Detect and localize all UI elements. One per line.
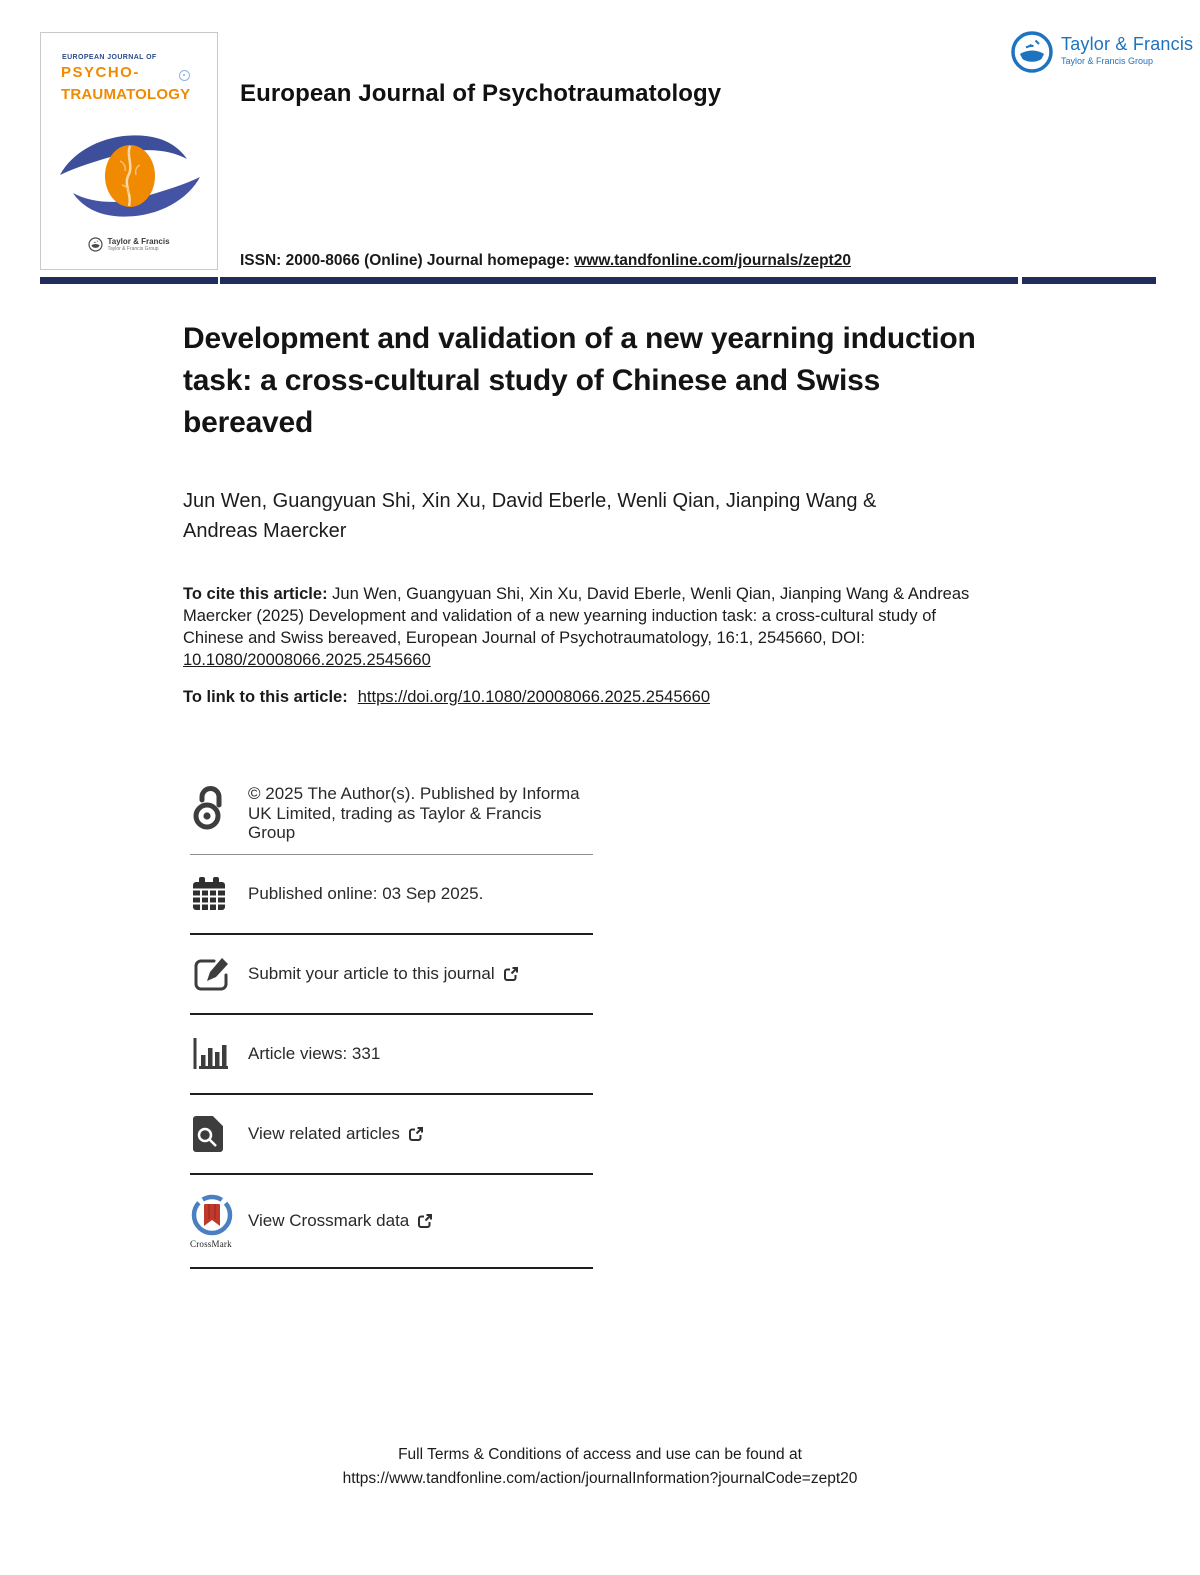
open-access-row bbox=[190, 766, 593, 854]
meta-divider bbox=[190, 1267, 593, 1269]
footer-terms-line1: Full Terms & Conditions of access and use can be found at bbox=[398, 1446, 802, 1463]
header-divider-bar bbox=[40, 277, 1156, 284]
citation-paragraph bbox=[183, 583, 995, 671]
crossmark-row[interactable] bbox=[190, 1175, 593, 1267]
external-link-icon bbox=[407, 1126, 424, 1143]
related-articles-row[interactable] bbox=[190, 1095, 593, 1173]
related-articles-icon bbox=[190, 1114, 226, 1154]
external-link-icon bbox=[416, 1213, 433, 1230]
article-views-text: Article views: 331 bbox=[248, 1044, 381, 1064]
journal-homepage-link[interactable]: www.tandfonline.com/journals/zept20 bbox=[574, 252, 851, 269]
link-label: To link to this article: bbox=[183, 688, 348, 706]
journal-eye-logo-icon bbox=[54, 119, 206, 231]
footer-terms-line2: https://www.tandfonline.com/action/journalInformation?journalCode=zept20 bbox=[342, 1470, 858, 1487]
article-meta-list bbox=[190, 766, 593, 1269]
calendar-icon bbox=[190, 875, 228, 913]
crossmark-icon bbox=[190, 1193, 234, 1237]
issn-label: ISSN: 2000-8066 (Online) Journal homepage: bbox=[240, 252, 570, 269]
submit-article-link[interactable]: Submit your article to this journal bbox=[248, 964, 495, 984]
related-articles-link[interactable]: View related articles bbox=[248, 1124, 400, 1144]
link-line bbox=[183, 688, 710, 707]
published-online-text: Published online: 03 Sep 2025. bbox=[248, 884, 484, 904]
article-views-row bbox=[190, 1015, 593, 1093]
taylor-francis-group-sub: Taylor & Francis Group bbox=[1061, 56, 1154, 66]
issn-homepage-line bbox=[240, 252, 851, 270]
journal-name: European Journal of Psychotraumatology bbox=[240, 80, 722, 107]
published-online-row bbox=[190, 855, 593, 933]
crossmark-caption: CrossMark bbox=[190, 1239, 232, 1249]
cite-body: Jun Wen, Guangyuan Shi, Xin Xu, David Eberle, Wenli Qian, Jianping Wang & Andreas Maercker (2025) Development and validation of a new yearning induction task: a cross-cultural study of Chinese and Swiss bereaved, European Journal of Psychotraumatology, 16:1, 2545660, DOI: bbox=[183, 585, 970, 647]
submit-article-icon bbox=[190, 954, 232, 994]
article-views-icon bbox=[190, 1036, 230, 1072]
cite-label: To cite this article: bbox=[183, 585, 328, 603]
external-link-icon bbox=[502, 966, 519, 983]
cover-publisher-name: Taylor & Francis bbox=[107, 237, 170, 246]
article-title: Development and validation of a new yearning induction task: a cross-cultural study of Chinese and Swiss bereaved bbox=[183, 322, 976, 439]
cover-title-line1: PSYCHO- bbox=[61, 64, 140, 81]
doi-link[interactable]: https://doi.org/10.1080/20008066.2025.2545660 bbox=[357, 688, 711, 706]
open-access-icon bbox=[190, 784, 226, 830]
cover-publisher-sub: Taylor & Francis Group bbox=[107, 246, 159, 252]
copyright-text: © 2025 The Author(s). Published by Informa UK Limited, trading as Taylor & Francis Group bbox=[248, 784, 580, 842]
cover-title-line2: TRAUMATOLOGY bbox=[61, 86, 191, 103]
footer-terms bbox=[0, 1443, 1200, 1491]
taylor-francis-logo bbox=[1010, 30, 1193, 74]
taylor-francis-roundel-icon bbox=[1010, 30, 1054, 74]
submit-article-row[interactable] bbox=[190, 935, 593, 1013]
journal-cover-thumbnail bbox=[40, 32, 218, 270]
cover-badge-icon bbox=[179, 70, 190, 81]
crossmark-link[interactable]: View Crossmark data bbox=[248, 1211, 410, 1231]
cover-publisher-roundel-icon bbox=[88, 237, 103, 252]
cite-doi-link[interactable]: 10.1080/20008066.2025.2545660 bbox=[183, 651, 431, 669]
taylor-francis-wordmark: Taylor & Francis bbox=[1061, 34, 1194, 54]
cover-kicker: EUROPEAN JOURNAL OF bbox=[62, 54, 157, 61]
article-authors: Jun Wen, Guangyuan Shi, Xin Xu, David Eberle, Wenli Qian, Jianping Wang & Andreas Maercker bbox=[183, 490, 877, 542]
